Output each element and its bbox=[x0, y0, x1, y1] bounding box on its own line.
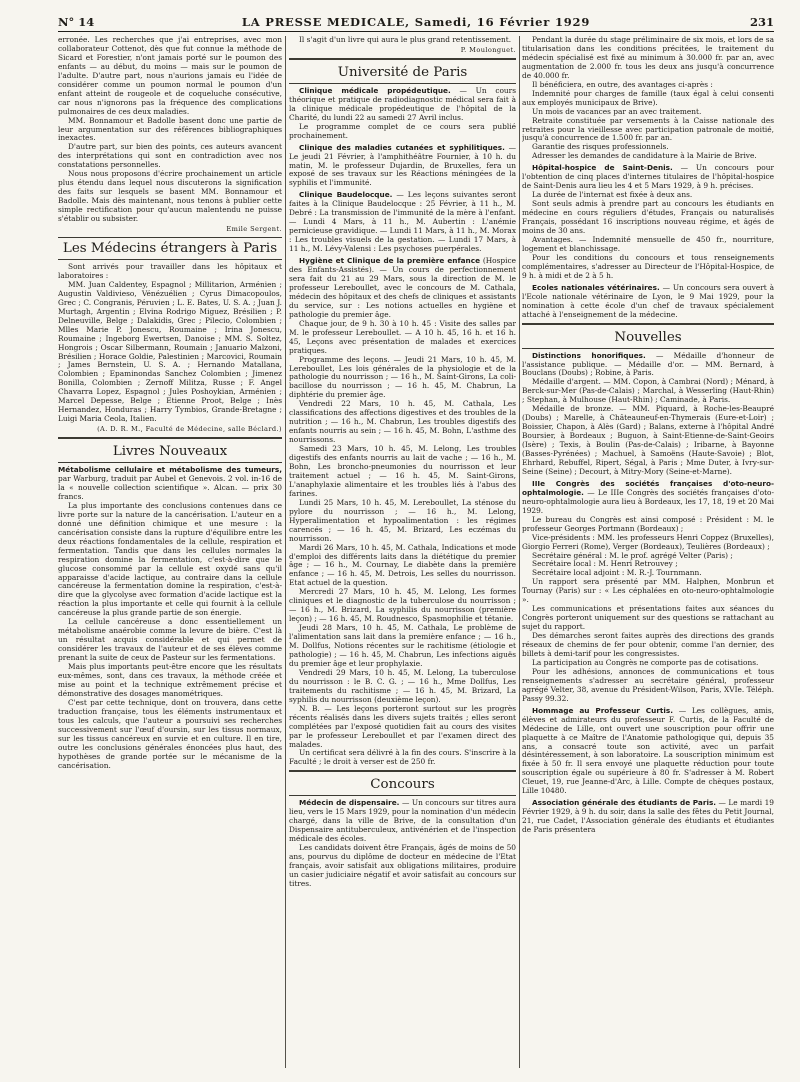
section-rule bbox=[289, 83, 516, 84]
paragraph: Vendredi 29 Mars, 10 h. 45, M. Lelong, La tuberculose du nourrisson : le B. C. G. ; — 16 h., Mme Dollfus, Les traitements du rachitisme ; — 16 h. 45, M. Brizard, La syphilis du nourrisson (deuxième leçon). bbox=[289, 667, 516, 704]
paragraph: Pendant la durée du stage préliminaire de six mois, et lors de sa titularisation dans les conditions précitées, le traitement du médecin spécialisé est fixé au minimum à 30.000 fr. par an, avec augmentation de 2.000 fr. tous les deux ans jusqu'à concurrence de 40.000 fr. bbox=[522, 36, 774, 80]
column-2 bbox=[289, 36, 516, 1068]
paragraph: Retraite constituée par versements à la Caisse nationale des retraites pour la vieillesse avec participation patronale de moitié, jusqu'à concurrence de 1.500 fr. par an. bbox=[522, 115, 774, 143]
section-heading-livres: Livres Nouveaux bbox=[112, 444, 228, 460]
paragraph: Avantages. — Indemnité mensuelle de 450 fr., nourriture, logement et blanchissage. bbox=[522, 234, 774, 253]
paragraph: Nous nous proposons d'écrire prochainement un article plus étendu dans lequel nous discuterons la signification des faits sur lesquels se basent MM. Bonnamour et Badolle. Mais dès maintenant, nous tenons à publier cette simple rectification pour qu'aucun malentendu ne puisse s'établir ou subsister. bbox=[58, 169, 282, 224]
section-rule bbox=[289, 795, 516, 796]
paragraph: La plus importante des conclusions contenues dans ce livre porte sur la nature de la cancérisation. L'auteur en a donné une définition chimique et une mesure : la cancérisation consiste dans la rupture d'équilibre entre les deux réactions fondamentales de la cellule, respiration et fermentation. Tandis que dans les cellules normales la respiration domine la fermentation, c'est-à-dire que le glucose consommé par la cellule est oxydé sans qu'il apparaisse d'acide lactique, au contraire dans la cellule cancéreuse la fermentation domine la respiration, c'est-à-dire que la glycolyse avec formation d'acide lactique est la réaction la plus importante et celle qui fournit à la cellule cancéreuse la plus grande partie de son énergie. bbox=[58, 500, 282, 618]
paragraph: erronée. Les recherches que j'ai entreprises, avec mon collaborateur Cottenot, dès que fut connue la méthode de Sicard et Forestier, n'ont jamais porté sur le poumon des enfants — au début, du moins — mais sur le poumon de l'adulte. D'autre part, nous n'aurions jamais eu l'idée de considérer comme un poumon normal le poumon d'un enfant atteint de rougeole et de coqueluche consécutive, car nous n'ignorons pas la fréquence des complications pulmonaires de ces deux maladies. bbox=[58, 36, 282, 116]
subheading: Médecin de dispensaire. bbox=[299, 798, 400, 808]
paragraph: — Le mardi 19 Février 1929, à 9 h. du soir, dans la salle des fêtes du Petit Journal, 21, rue Cadet, l'Association générale des étudiants et étudiantes de Paris présentera bbox=[522, 798, 774, 835]
column-divider bbox=[285, 36, 286, 1068]
paragraph: Mercredi 27 Mars, 10 h. 45, M. Lelong, Les formes cliniques et le diagnostic de la tuberculose du nourrisson ; — 16 h., M. Brizard, La syphilis du nourrisson (première leçon) ; — 16 h. 45, M. Roudnesco, Spasmophilie et tétanie. bbox=[289, 587, 516, 624]
paragraph: Mais plus importants peut-être encore que les résultats eux-mêmes, sont, dans ces travaux, la méthode créée et mise au point et la technique extrêmement précise et démonstrative des dosages manométriques. bbox=[58, 662, 282, 698]
paragraph: Un certificat sera délivré à la fin des cours. S'inscrire à la Faculté ; le droit à verser est de 250 fr. bbox=[289, 748, 516, 767]
paragraph: — Un concours pour l'obtention de cinq places d'internes titulaires de l'hôpital-hospice de Saint-Denis aura lieu les 4 et 5 Mars 1929, à 9 h. précises. bbox=[522, 163, 774, 191]
page-number: 231 bbox=[749, 15, 774, 29]
subheading: Clinique des maladies cutanées et syphilitiques. bbox=[299, 142, 505, 152]
paragraph: La cellule cancéreuse a donc essentiellement un métabolisme anaérobie comme la levure de bière. C'est là un résultat acquis considérable et qui permet de considérer les travaux de l'auteur et de ses élèves comme prenant la suite de ceux de Pasteur sur les fermentations. bbox=[58, 617, 282, 663]
paragraph: Samedi 23 Mars, 10 h. 45, M. Lelong, Les troubles digestifs des enfants nourris au lait de vache ; — 16 h., M. Bohn, Les broncho-pneumonies du nourrisson et leur traitement actuel ; — 16 h. 45, M. Saint-Girons, L'anaphylaxie alimentaire et les troubles liés à l'abus des farines. bbox=[289, 444, 516, 498]
section-heading-concours: Concours bbox=[370, 777, 435, 793]
paragraph: — Un concours sera ouvert à l'Ecole nationale vétérinaire de Lyon, le 9 Mai 1929, pour la nomination à cette école d'un chef de travaux spécialement attaché à l'enseignement de la médecine. bbox=[522, 282, 774, 319]
paragraph: Les communications et présentations faites aux séances du Congrès porteront uniquement sur des questions se rattachant au sujet du rapport. bbox=[522, 604, 774, 632]
section-rule bbox=[522, 348, 774, 349]
paragraph: Le bureau du Congrès est ainsi composé : Président : M. le professeur Georges Portmann (Bordeaux) ; bbox=[522, 514, 774, 533]
header-rule bbox=[58, 31, 774, 32]
subheading: IIIe Congrès des sociétés françaises d'oto-neuro-ophtalmologie. bbox=[522, 478, 774, 497]
paragraph: Secrétaire général : M. le prof. agrégé Velter (Paris) ; bbox=[532, 550, 733, 560]
section-rule bbox=[58, 237, 282, 238]
paragraph: N. B. — Les leçons porteront surtout sur les progrès récents réalisés dans les divers sujets traités ; elles seront complétées par l'exposé quotidien fait au cours des visites par le professeur Lereboullet et par l'examen direct des malades. bbox=[289, 703, 516, 749]
section-rule bbox=[58, 259, 282, 260]
paragraph: Secrétaire local adjoint : M. R.-J. Tournmann. bbox=[532, 568, 702, 578]
paragraph: Jeudi 28 Mars, 10 h. 45, M. Cathala, Le problème de l'alimentation sans lait dans la première enfance ; — 16 h., M. Dollfus, Notions récentes sur le rachitisme (étiologie et pathologie) ; — 16 h. 45, M. Chabrun, Les infections aiguës du premier âge et leur prophylaxie. bbox=[289, 623, 516, 668]
paragraph: Sont seuls admis à prendre part au concours les étudiants en médecine en cours réguliers d'études, Français ou naturalisés Français, possédant 16 inscriptions nouveau régime, et âgés de moins de 30 ans. bbox=[522, 199, 774, 236]
section-rule bbox=[58, 462, 282, 463]
signature: (A. D. R. M., Faculté de Médecine, salle Béclard.) bbox=[97, 425, 282, 434]
section-rule bbox=[522, 323, 774, 325]
paragraph: — Les collègues, amis, élèves et admirateurs du professeur F. Curtis, de la Faculté de Médecine de Lille, ont ouvert une souscription pour offrir une plaquette à ce Maître de l'Anatomie pathologique qui, depuis 35 ans, a consacré toute son activité, avec un parfait désintéressement, à son laboratoire. La souscription minimum est fixée à 50 fr. Il sera envoyé une plaquette réduction pour toute souscription égale ou supérieure à 80 fr. S'adresser à M. Robert Cleuet, 19, rue Jeanne-d'Arc, à Lille. Compte de chèques postaux, Lille 10480. bbox=[522, 705, 774, 796]
paragraph: Secrétaire local : M. Henri Retrouvey ; bbox=[532, 559, 678, 569]
paragraph: Médaille d'argent. — MM. Copon, à Cambrai (Nord) ; Ménard, à Berck-sur-Mer (Pas-de-Calais) ; Marchal, à Wesserling (Haut-Rhin) ; Stephan, à Mulhouse (Haut-Rhin) ; Caminade, à Paris. bbox=[522, 377, 774, 405]
paragraph: (Hospice des Enfants-Assistés). — Un cours de perfectionnement sera fait du 21 au 29 Mars, sous la direction de M. le professeur Lereboullet, avec le concours de M. Cathala, médecin des hôpitaux et des chefs de cliniques et assistants du service, sur : Les notions actuelles en hygiène et pathologie du premier âge. bbox=[289, 256, 516, 319]
paragraph: — Le IIIe Congrès des sociétés françaises d'oto-neuro-ophtalmologie aura lieu à Bordeaux, les 17, 18, 19 et 20 Mai 1929. bbox=[522, 487, 774, 515]
subheading: Clinique médicale propédeutique. bbox=[299, 85, 451, 95]
paragraph: Le programme complet de ce cours sera publié prochainement. bbox=[289, 121, 516, 140]
section-heading-etrangers: Les Médecins étrangers à Paris bbox=[62, 240, 278, 256]
paragraph: La durée de l'internat est fixée à deux ans. bbox=[532, 190, 693, 200]
paragraph: Un mois de vacances par an avec traitement. bbox=[532, 106, 702, 116]
paragraph: Programme des leçons. — Jeudi 21 Mars, 10 h. 45, M. Lereboullet, Les lois générales de la physiologie et de la pathologie du nourrisson ; — 16 h., M. Saint-Girons, La coli-bacillose du nourrisson ; — 16 h. 45, M. Chabrun, La diphtérie du premier âge. bbox=[289, 354, 516, 400]
page-header bbox=[58, 12, 774, 32]
section-rule bbox=[289, 770, 516, 772]
signature: Emile Sergent. bbox=[226, 225, 282, 234]
section-heading-nouvelles: Nouvelles bbox=[614, 329, 682, 345]
paragraph: Les candidats doivent être Français, âgés de moins de 50 ans, pourvus du diplôme de docteur en médecine de l'Etat français, avoir satisfait aux obligations militaires, produire un casier judiciaire négatif et avoir satisfait au concours sur titres. bbox=[289, 843, 516, 888]
paragraph: Pour les conditions du concours et tous renseignements complémentaires, s'adresser au Directeur de l'Hôpital-Hospice, de 9 h. à midi et de 2 à 5 h. bbox=[522, 252, 774, 280]
section-rule bbox=[58, 437, 282, 439]
book-title: Métabolisme cellulaire et métabolisme des tumeurs, bbox=[58, 465, 282, 475]
paragraph: Garantie des risques professionnels. bbox=[532, 142, 669, 152]
paragraph: Des démarches seront faites auprès des directions des grands réseaux de chemins de fer pour obtenir, comme l'an dernier, des billets à demi-tarif pour les congressistes. bbox=[522, 631, 774, 658]
paragraph: Un rapport sera présenté par MM. Halphen, Monbrun et Tournay (Paris) sur : « Les céphalées en oto-neuro-ophtalmologie ». bbox=[522, 577, 774, 605]
paragraph: Il s'agit d'un livre qui aura le plus grand retentissement. bbox=[299, 36, 512, 44]
paragraph: Médaille de bronze. — MM. Piquard, à Roche-les-Beaupré (Doubs) ; Marelle, à Châteauneuf-en-Thymerais (Eure-et-Loir) ; Boissier, Chapon, à Alès (Gard) ; Balans, externe à l'hôpital André Boursier, à Bordeaux ; Buguon, à Saint-Etienne-de-Saint-Geoirs (Isère) ; Texis, à Boulin (Pas-de-Calais) ; Iribarne, à Bayonne (Basses-Pyrénées) ; Machuel, à Samoëns (Haute-Savoie) ; Blot, Ehrhard, Rebuffel, Ripert, Ségal, à Paris ; Mme Duter, à Ivry-sur-Seine (Seine) ; Decourt, à Mitry-Mory (Seine-et-Marne). bbox=[522, 404, 774, 476]
column-3 bbox=[522, 36, 774, 1068]
paragraph: — Un cours théorique et pratique de radiodiagnostic médical sera fait à la clinique médicale propédeutique de l'hôpital de la Charité, du lundi 22 au samedi 27 Avril inclus. bbox=[289, 85, 516, 122]
issue-number: N° 14 bbox=[58, 15, 95, 29]
paragraph: Mardi 26 Mars, 10 h. 45, M. Cathala, Indications et mode d'emploi des différents laits dans la diététique du premier âge ; — 16 h., M. Cournay, Le diabète dans la première enfance ; — 16 h. 45, M. Detrois, Les selles du nourrisson. Etat actuel de la question. bbox=[289, 542, 516, 588]
paragraph: MM. Bonnamour et Badolle basent donc une partie de leur argumentation sur des références bibliographiques inexactes. bbox=[58, 115, 282, 143]
column-1 bbox=[58, 36, 282, 1068]
paragraph: — Les leçons suivantes seront faites à la Clinique Baudelocque : 25 Février, à 11 h., M. Debré : La transmission de l'immunité de la mère à l'enfant. — Lundi 4 Mars, à 11 h., M. Aubertin : L'anémie pernicieuse gravidique. — Lundi 11 Mars, à 11 h., M. Morax : Les troubles visuels de la gestation. — Lundi 17 Mars, à 11 h., M. Lévy-Valensi : Les psychoses puerpérales. bbox=[289, 190, 516, 254]
paragraph: — Le jeudi 21 Février, à l'amphithéâtre Fournier, à 10 h. du matin, M. le professeur Dujardin, de Bruxelles, fera un exposé de ses travaux sur les Réactions méningées de la syphilis et l'immunité. bbox=[289, 142, 516, 188]
subheading: Association générale des étudiants de Paris. bbox=[532, 798, 717, 808]
paragraph: — Médaille d'honneur de l'assistance publique. — Médaille d'or. — MM. Bernard, à Bouclans (Doubs) ; Robine, à Paris. bbox=[522, 350, 774, 378]
subheading: Hôpital-hospice de Saint-Denis. bbox=[532, 163, 673, 173]
subheading: Hygiène et Clinique de la première enfance bbox=[299, 256, 481, 266]
paragraph: — Un concours sur titres aura lieu, vers le 15 Mars 1929, pour la nomination d'un médecin chargé, dans la ville de Brive, de la consultation d'un Dispensaire antituberculeux, antivénérien et de l'inspection médicale des écoles. bbox=[289, 798, 516, 844]
paragraph: D'autre part, sur bien des points, ces auteurs avancent des interprétations qui sont en contradiction avec nos constatations personnelles. bbox=[58, 142, 282, 170]
paragraph: Adresser les demandes de candidature à la Mairie de Brive. bbox=[532, 151, 757, 161]
section-rule bbox=[289, 58, 516, 60]
signature: P. Moulonguet. bbox=[460, 45, 516, 54]
subheading: Distinctions honorifiques. bbox=[532, 350, 646, 360]
subheading: Hommage au Professeur Curtis. bbox=[532, 705, 674, 715]
paragraph: C'est par cette technique, dont on trouvera, dans cette traduction française, tous les éléments instrumentaux et tous les calculs, que l'auteur a poursuivi ses recherches successivement sur l'œuf d'oursin, sur les tissus normaux, sur les tissus cancéreux en survie et en culture. Il en tire, outre les conclusions générales énoncées plus haut, des hypothèses de grande portée sur le mécanisme de la cancérisation. bbox=[58, 697, 282, 770]
paragraph: Vice-présidents : MM. les professeurs Henri Coppez (Bruxelles), Giorgio Ferreri (Rome), Verger (Bordeaux), Teulières (Bordeaux) ; bbox=[522, 532, 774, 551]
section-heading-universite: Université de Paris bbox=[337, 64, 468, 80]
paragraph: Vendredi 22 Mars, 10 h. 45, M. Cathala, Les classifications des affections digestives et des troubles de la nutrition ; — 16 h., M. Chabrun, Les troubles digestifs des enfants nourris au sein ; — 16 h. 45, M. Bohn, L'asthme des nourrissons. bbox=[289, 399, 516, 445]
column-divider bbox=[519, 36, 520, 1068]
paragraph: Pour les adhésions, annonces de communications et tous renseignements s'adresser au secrétaire général, professeur agrégé Velter, 38, avenue du Président-Wilson, Paris, XVIe. Téléph. Passy 99.32. bbox=[522, 666, 774, 703]
journal-title: LA PRESSE MEDICALE, Samedi, 16 Février 1929 bbox=[241, 15, 591, 29]
book-reference: par Warburg, traduit par Aubel et Genevois. 2 vol. in-16 de la « nouvelle collection scientifique ». Alcan. — prix 30 francs. bbox=[58, 474, 282, 501]
paragraph: Sont arrivés pour travailler dans les hôpitaux et laboratoires : bbox=[58, 261, 282, 280]
paragraph: Il bénéficiera, en outre, des avantages ci-après : bbox=[532, 79, 713, 89]
subheading: Ecoles nationales vétérinaires. bbox=[532, 282, 660, 292]
paragraph: Indemnité pour charges de famille (taux égal à celui consenti aux employés municipaux de Brive). bbox=[522, 88, 774, 107]
paragraph: MM. Juan Caldentey, Espagnol ; Millitarion, Arménien ; Augustin Valdivieso, Vénézuélien ; Cyrus Dimacopoulos, Grec ; C. Congranis, Péruvien ; L. E. Bates, U. S. A. ; Juan J. Murtagh, Argentin ; Elvina Rodrigo Miguez, Brésilien ; P. Delneuville, Belge ; Dalakidis, Grec ; Pilecio, Colombien ; Mlles Marie P. Jonescu, Roumaine ; Irina Jonescu, Roumaine ; Ingeborg Ewertsen, Danoise ; MM. S. Soltez, Hongrois ; Oscar Silbermann, Roumain ; Januario Malzoni, Brésilien ; Horace Goldie, Palestinien ; Marcovici, Roumain ; James Bernstein, U. S. A. ; Hernando Matallana, Colombien ; Epaminondas Sanchez Colombien ; Jimenez Bonilla, Colombien ; Zernoff Militza, Russe ; F. Angel Chavarra Lopez, Espagnol ; Jules Poshoykian, Arménien ; Marcel Depesse, Belge ; Etienne Proot, Belge ; Inès Hernandez, Honduras ; Harry Tymbios, Grande-Bretagne ; Luigi Maria Ceola, Italien. bbox=[58, 279, 282, 424]
paragraph: Lundi 25 Mars, 10 h. 45, M. Lereboullet, La sténose du pylore du nourrisson ; — 16 h., M. Lelong, Hyperalimentation et hypoalimentation : les régimes carencés ; — 16 h. 45, M. Brizard, Les eczémas du nourrisson. bbox=[289, 497, 516, 543]
paragraph: La participation au Congrès ne comporte pas de cotisations. bbox=[532, 657, 759, 667]
paragraph: Chaque jour, de 9 h. 30 à 10 h. 45 : Visite des salles par M. le professeur Lereboullet. — A 10 h. 45, 16 h. et 16 h. 45, Leçons avec présentation de malades et exercices pratiques. bbox=[289, 318, 516, 355]
subheading: Clinique Baudelocque. bbox=[299, 190, 393, 200]
